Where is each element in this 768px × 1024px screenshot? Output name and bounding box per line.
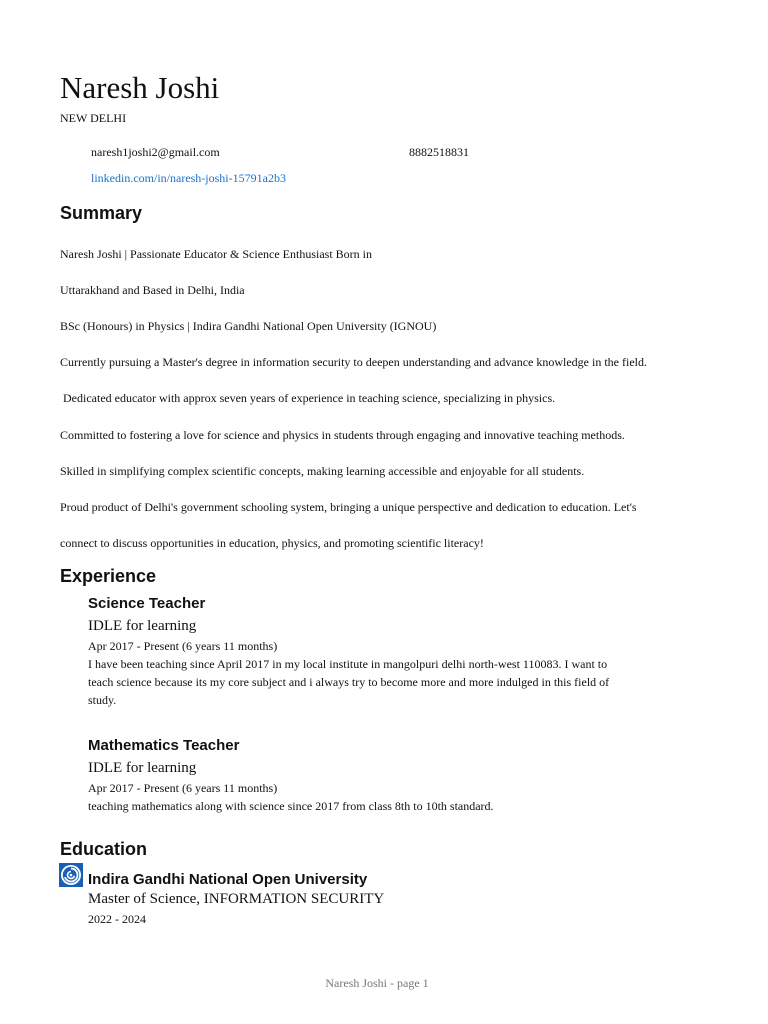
linkedin-link[interactable]: linkedin.com/in/naresh-joshi-15791a2b3 — [91, 171, 286, 185]
education-heading: Education — [60, 839, 148, 859]
summary-line: Uttarakhand and Based in Delhi, India — [60, 283, 245, 297]
education-dates: 2022 - 2024 — [88, 912, 146, 926]
page-footer: Naresh Joshi - page 1 — [325, 976, 429, 990]
job-dates: Apr 2017 - Present (6 years 11 months) — [88, 781, 278, 795]
job-title: Science Teacher — [88, 595, 206, 612]
summary-line: Proud product of Delhi's government schooling system, bringing a unique perspective and dedication to education. Let's — [60, 500, 637, 514]
candidate-location: NEW DELHI — [60, 111, 127, 125]
job-company: IDLE for learning — [88, 618, 197, 634]
job-description: teaching mathematics along with science since 2017 from class 8th to 10th standard. — [88, 799, 494, 813]
summary-line: Currently pursuing a Master's degree in information security to deepen understanding and advance knowledge in the field. — [60, 355, 647, 369]
school-name: Indira Gandhi National Open University — [88, 871, 368, 888]
summary-line: Naresh Joshi | Passionate Educator & Science Enthusiast Born in — [60, 247, 373, 261]
job-description: I have been teaching since April 2017 in my local institute in mangolpuri delhi north-west 110083. I want to teach science because its my core subject and i always try to become more and more indulged in this field of study. — [88, 657, 610, 707]
candidate-name: Naresh Joshi — [60, 70, 220, 105]
email-address[interactable]: naresh1joshi2@gmail.com — [91, 145, 220, 159]
summary-line: Committed to fostering a love for science and physics in students through engaging and innovative teaching methods. — [60, 428, 625, 442]
job-title: Mathematics Teacher — [88, 737, 240, 754]
job-dates: Apr 2017 - Present (6 years 11 months) — [88, 639, 278, 653]
summary-line: connect to discuss opportunities in education, physics, and promoting scientific literacy! — [60, 536, 484, 550]
summary-line: BSc (Honours) in Physics | Indira Gandhi National Open University (IGNOU) — [60, 319, 437, 333]
phone-number: 8882518831 — [409, 145, 469, 159]
ignou-logo-icon — [59, 863, 83, 887]
summary-heading: Summary — [60, 203, 143, 223]
experience-heading: Experience — [60, 566, 157, 586]
job-company: IDLE for learning — [88, 760, 197, 776]
summary-line: Skilled in simplifying complex scientific concepts, making learning accessible and enjoyable for all students. — [60, 464, 585, 478]
degree: Master of Science, INFORMATION SECURITY — [88, 891, 385, 907]
summary-line: Dedicated educator with approx seven years of experience in teaching science, specializing in physics. — [60, 391, 556, 405]
